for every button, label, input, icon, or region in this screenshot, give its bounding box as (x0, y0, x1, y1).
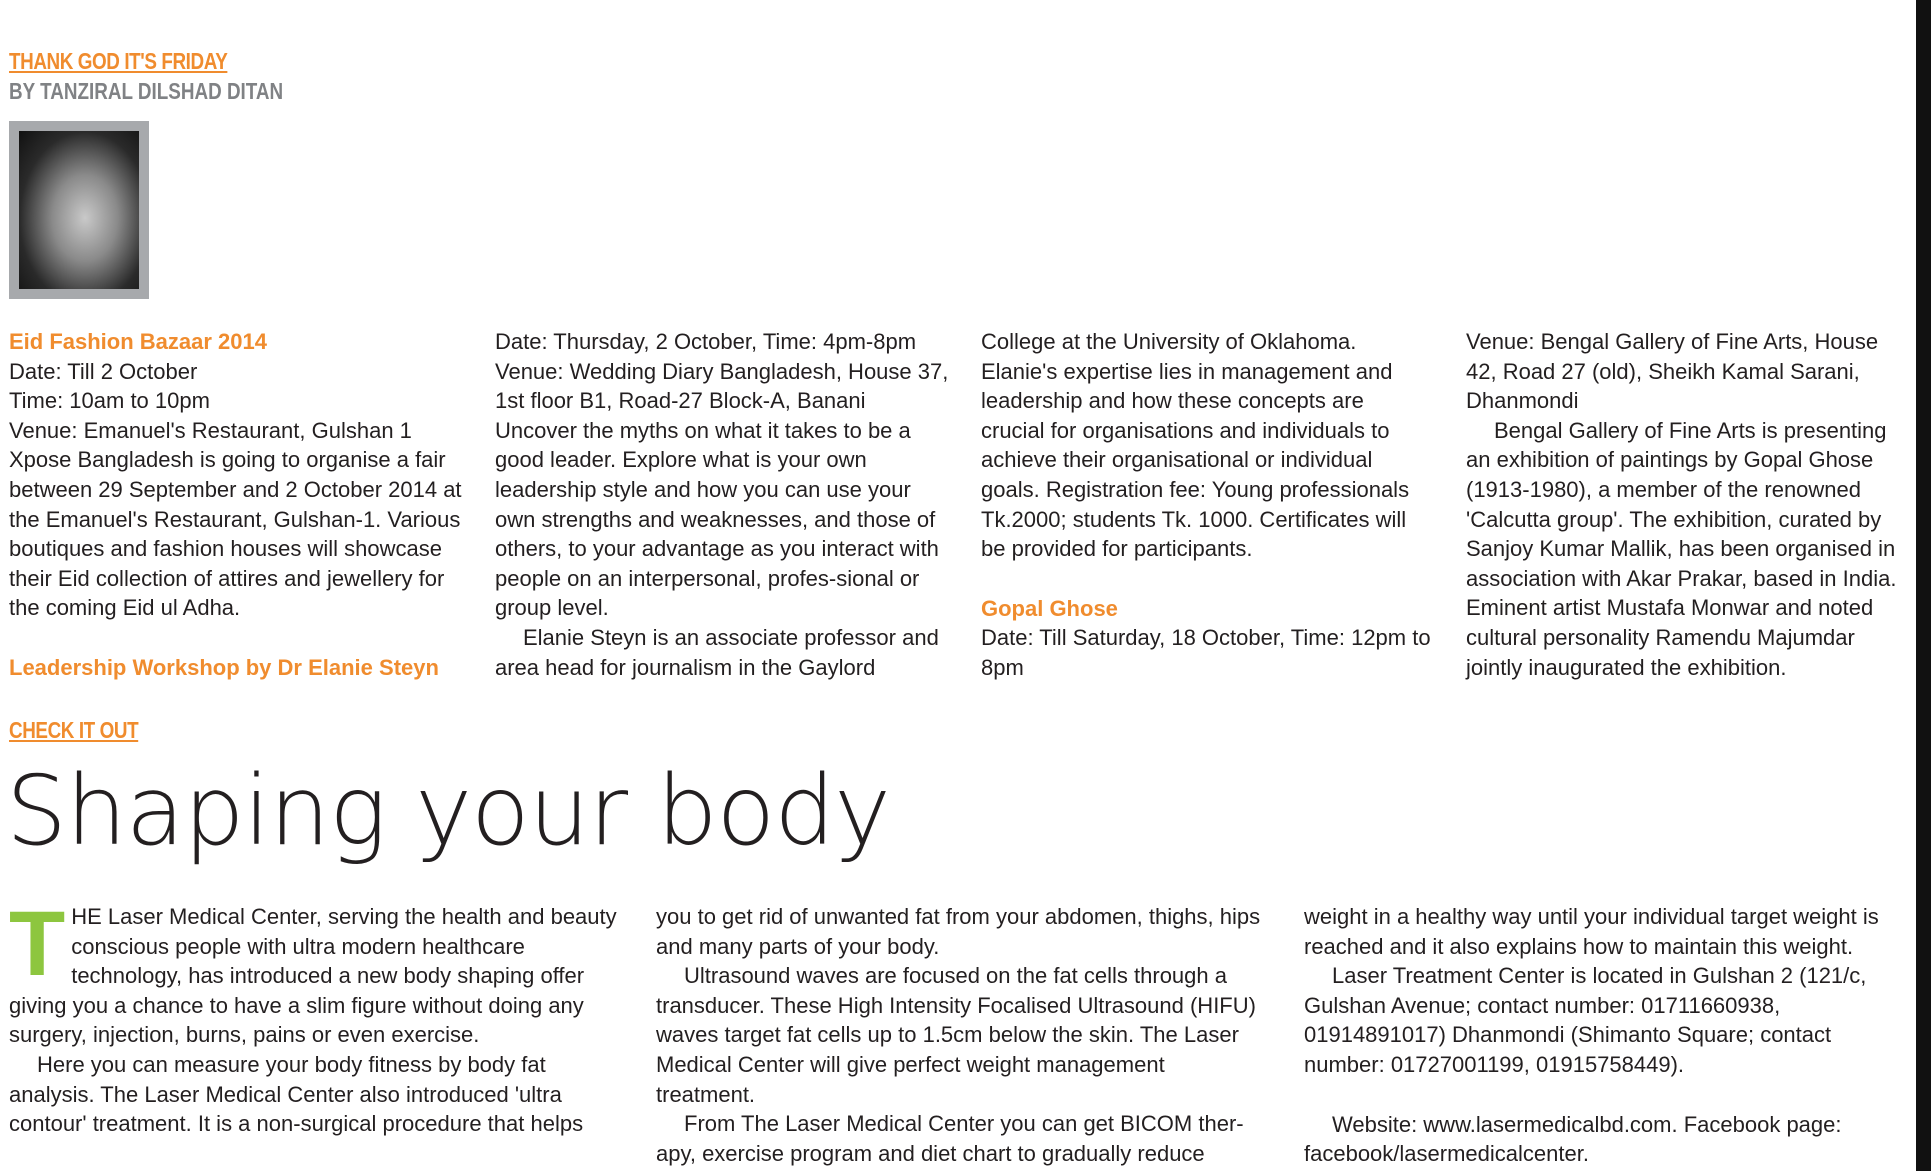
event-bio: Elanie Steyn is an associate professor and area head for journalism in the Gaylord (495, 624, 939, 680)
byline: BY TANZIRAL DILSHAD DITAN (9, 78, 284, 104)
feature-column-2 (656, 902, 1266, 1168)
event-description: Bengal Gallery of Fine Arts is presenting an exhibition of paintings by Gopal Ghose (1913-1980), a member of the renowned 'Calcutta group'. The exhibition, curated by Sanjoy Kumar Mallik, has been organised in association with Akar Prakar, based in India. Eminent artist Mustafa Monwar and noted cultural personality Ramendu Majumdar jointly inaugurated the exhibition. (1466, 417, 1897, 680)
events-column-2 (495, 327, 955, 682)
event-time: Time: 10am to 10pm (9, 388, 210, 414)
feature-headline: Shaping your body (6, 755, 890, 867)
event-title-eid-fashion: Eid Fashion Bazaar 2014 (9, 329, 267, 354)
events-column-1 (9, 327, 469, 683)
author-photo-image (19, 131, 139, 289)
event-title-leadership: Leadership Workshop by Dr Elanie Steyn (9, 654, 439, 680)
feature-paragraph-6: weight in a healthy way until your individual target weight is reached and it also explains how to maintain this weight. (1304, 904, 1879, 959)
page-edge-strip (1916, 0, 1931, 1171)
event-description: Xpose Bangladesh is going to organise a fair between 29 September and 2 October 2014 at the Emanuel's Restaurant, Gulshan-1. Various boutiques and fashion houses will showcase their Eid collection of attires and jewellery for the coming Eid ul Adha. (9, 447, 462, 621)
author-photo (9, 121, 149, 299)
event-date-time: Date: Till Saturday, 18 October, Time: 12pm to 8pm (981, 625, 1431, 680)
feature-paragraph-1: THE Laser Medical Center, serving the health and beauty conscious people with ultra modern healthcare technology, has introduced a new body shaping offer giving you a chance to have a slim figure without doing any surgery, injection, burns, pains or even exercise. (9, 893, 617, 1048)
drop-cap: T (9, 893, 66, 995)
feature-paragraph-3: you to get rid of unwanted fat from your abdomen, thighs, hips and many parts of your body. (656, 904, 1261, 959)
feature-website: Website: www.lasermedicalbd.com. Facebook page: facebook/lasermedicalcenter. (1304, 1111, 1842, 1167)
feature-column-1 (9, 893, 619, 1139)
event-date-time: Date: Thursday, 2 October, Time: 4pm-8pm (495, 329, 917, 354)
event-venue: Venue: Emanuel's Restaurant, Gulshan 1 (9, 417, 412, 443)
feature-paragraph-2: Here you can measure your body fitness by body fat analysis. The Laser Medical Center also introduced 'ultra contour' treatment. It is a non-surgical procedure that helps (9, 1051, 584, 1137)
feature-contact-info: Laser Treatment Center is located in Gulshan 2 (121/c, Gulshan Avenue; contact number: 01711660938, 01914891017) Dhanmondi (Shimanto Square; contact number: 01727001199, 01915758449). (1304, 963, 1867, 1077)
check-it-out-kicker: CHECK IT OUT (9, 717, 139, 743)
section-kicker: THANK GOD IT'S FRIDAY (9, 48, 228, 74)
events-column-4 (1466, 327, 1912, 682)
events-column-3 (981, 327, 1431, 683)
event-title-gopal-ghose: Gopal Ghose (981, 595, 1118, 621)
feature-column-3 (1304, 902, 1909, 1169)
event-venue: Venue: Bengal Gallery of Fine Arts, House 42, Road 27 (old), Sheikh Kamal Sarani, Dhanmondi (1466, 329, 1879, 414)
event-date: Date: Till 2 October (9, 358, 198, 384)
event-bio-continued: College at the University of Oklahoma. Elanie's expertise lies in management and leadership and how these concepts are crucial for organisations and individuals to achieve their organisational or individual goals. Registration fee: Young professionals Tk.2000; students Tk. 1000. Certificates will be provided for participants. (981, 329, 1410, 562)
event-venue: Venue: Wedding Diary Bangladesh, House 37, 1st floor B1, Road-27 Block-A, Banani (495, 358, 949, 414)
event-description: Uncover the myths on what it takes to be a good leader. Explore what is your own leadership style and how you can use your own strengths and weaknesses, and those of others, to your advantage as you interact with people on an interpersonal, profes-sional or group level. (495, 417, 939, 621)
feature-paragraph-5: From The Laser Medical Center you can get BICOM ther-apy, exercise program and diet chart to gradually reduce (656, 1111, 1244, 1166)
feature-paragraph-4: Ultrasound waves are focused on the fat cells through a transducer. These High Intensity Focalised Ultrasound (HIFU) waves target fat cells up to 1.5cm below the skin. The Laser Medical Center will give perfect weight management treatment. (656, 963, 1256, 1107)
